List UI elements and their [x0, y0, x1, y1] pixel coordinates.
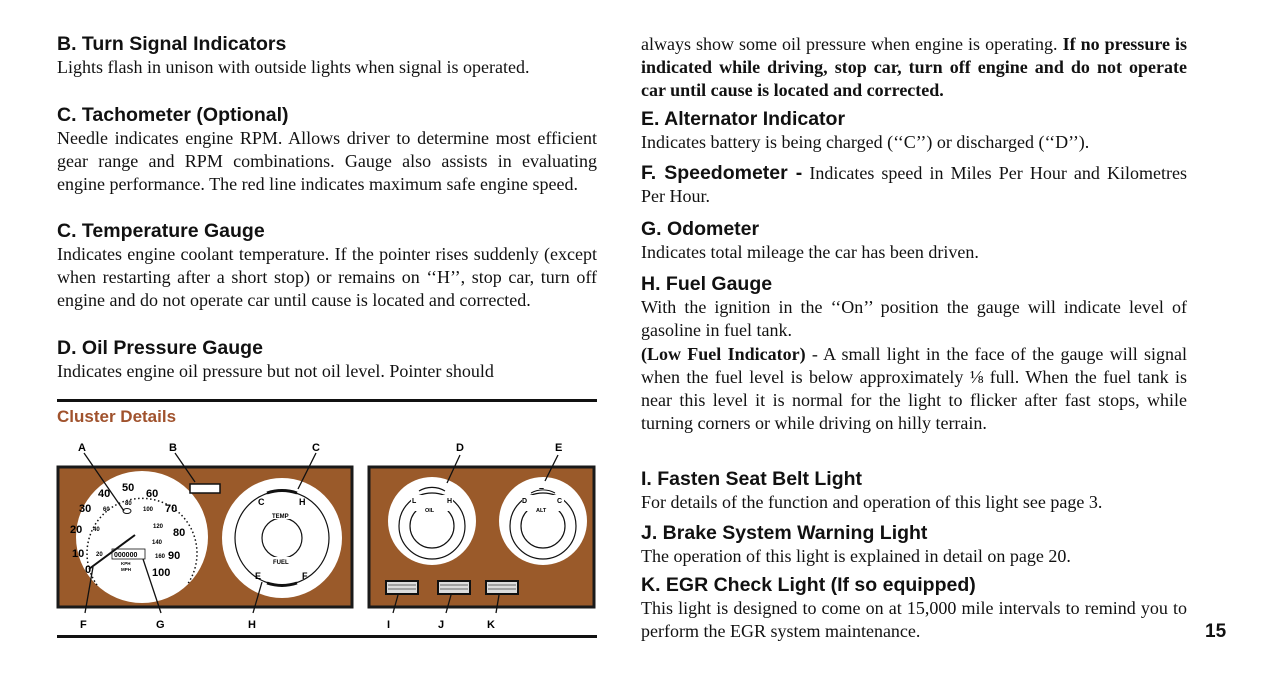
text-turn-signal: Lights flash in unison with outside lights when signal is operated. — [57, 57, 530, 77]
speedometer-dial — [76, 471, 208, 603]
label-d: D — [456, 442, 464, 454]
svg-text:20: 20 — [96, 552, 103, 558]
svg-text:140: 140 — [152, 540, 163, 546]
svg-text:–: – — [539, 483, 545, 493]
text-seat-belt: For details of the function and operation of this light see page 3. — [641, 492, 1103, 512]
label-e: E — [555, 442, 563, 454]
mph-30: 30 — [79, 503, 92, 515]
text-alternator: Indicates battery is being charged (‘‘C’’) or discharged (‘‘D’’). — [641, 132, 1090, 152]
svg-text:F: F — [302, 571, 308, 581]
cluster-details-title: Cluster Details — [57, 407, 177, 426]
text-fuel-gauge: With the ignition in the ‘‘On’’ position the gauge will indicate level of gasoline in fuel tank. — [641, 297, 1187, 340]
svg-text:KPH: KPH — [121, 561, 131, 566]
heading-seat-belt: I. Fasten Seat Belt Light — [641, 468, 863, 490]
svg-text:80: 80 — [125, 501, 132, 507]
heading-egr: K. EGR Check Light (If so equipped) — [641, 574, 976, 596]
heading-alternator: E. Alternator Indicator — [641, 108, 846, 130]
svg-text:E: E — [255, 571, 262, 581]
mph-60: 60 — [146, 488, 159, 500]
text-speedometer: F. Speedometer - Indicates speed in Miles Per Hour and Kilometres Per Hour. — [641, 162, 1187, 206]
svg-text:L: L — [412, 498, 417, 505]
svg-text:160: 160 — [155, 554, 166, 560]
mph-10: 10 — [72, 548, 85, 560]
label-b: B — [169, 442, 177, 454]
text-temperature: Indicates engine coolant temperature. If the pointer rises suddenly (except when restarting after a short stop) or remains on ‘‘H’’, stop car, turn off engine and do not operate car until cause is located and corrected. — [57, 244, 597, 310]
svg-text:100: 100 — [143, 507, 154, 513]
heading-turn-signal: B. Turn Signal Indicators — [57, 33, 287, 55]
svg-text:TEMP: TEMP — [272, 514, 289, 520]
label-c: C — [312, 442, 320, 454]
brake-warning-light — [438, 581, 470, 594]
heading-odometer: G. Odometer — [641, 218, 760, 240]
svg-text:60: 60 — [103, 507, 110, 513]
mph-20: 20 — [70, 524, 83, 536]
heading-fuel-gauge: H. Fuel Gauge — [641, 273, 773, 295]
text-oil-pressure-continued: always show some oil pressure when engine is operating. If no pressure is indicated while driving, stop car, turn off engine and do not operate car until cause is located and corrected. — [641, 34, 1188, 100]
temp-fuel-dial — [222, 478, 342, 598]
mph-90: 90 — [168, 550, 181, 562]
divider-bottom — [57, 635, 597, 638]
svg-text:120: 120 — [153, 524, 164, 530]
svg-text:C: C — [557, 498, 563, 505]
svg-text:C: C — [258, 497, 265, 507]
divider-top — [57, 399, 597, 402]
odometer-display: 000000 — [114, 552, 138, 559]
mph-70: 70 — [165, 503, 178, 515]
svg-text:FUEL: FUEL — [273, 560, 289, 566]
label-i: I — [387, 619, 391, 631]
label-g: G — [156, 619, 165, 631]
mph-0: 0 — [85, 564, 92, 576]
label-f: F — [80, 619, 87, 631]
text-brake: The operation of this light is explained in detail on page 20. — [641, 546, 1071, 566]
svg-text:H: H — [299, 497, 306, 507]
cluster-diagram — [55, 435, 600, 635]
heading-temperature: C. Temperature Gauge — [57, 220, 265, 242]
label-k: K — [487, 619, 495, 631]
text-low-fuel: (Low Fuel Indicator) - A small light in the face of the gauge will signal when the fuel level is below approximately ⅛ full. When the fuel tank is near this level it is normal for the light to flicker after fast stops, while turning corners or while driving on hilly terrain. — [641, 344, 1188, 433]
mph-50: 50 — [122, 482, 135, 494]
oil-gauge-dial — [388, 477, 476, 565]
page-number: 15 — [1205, 621, 1227, 642]
heading-brake: J. Brake System Warning Light — [641, 522, 928, 544]
text-egr: This light is designed to come on at 15,000 mile intervals to remind you to perform the EGR system maintenance. — [641, 598, 1187, 641]
mph-80: 80 — [173, 527, 186, 539]
text-tachometer: Needle indicates engine RPM. Allows driver to determine most efficient gear range and RPM combinations. Gauge also assists in evaluating engine performance. The red line indicates maximum safe engine speed. — [57, 128, 597, 194]
svg-text:ALT: ALT — [536, 508, 547, 514]
svg-text:MPH: MPH — [121, 567, 131, 572]
svg-text:H: H — [447, 498, 453, 505]
label-j: J — [438, 619, 445, 631]
svg-text:D: D — [522, 498, 528, 505]
label-a: A — [78, 442, 86, 454]
svg-text:OIL: OIL — [425, 508, 435, 514]
text-odometer: Indicates total mileage the car has been driven. — [641, 242, 979, 262]
turn-signal-indicator — [190, 484, 220, 493]
label-h: H — [248, 619, 256, 631]
svg-text:40: 40 — [93, 527, 100, 533]
mph-100: 100 — [152, 567, 171, 579]
egr-check-light — [486, 581, 518, 594]
seat-belt-light — [386, 581, 418, 594]
heading-tachometer: C. Tachometer (Optional) — [57, 104, 289, 126]
text-oil-pressure: Indicates engine oil pressure but not oil level. Pointer should — [57, 361, 494, 381]
heading-oil-pressure: D. Oil Pressure Gauge — [57, 337, 263, 359]
mph-40: 40 — [98, 488, 111, 500]
